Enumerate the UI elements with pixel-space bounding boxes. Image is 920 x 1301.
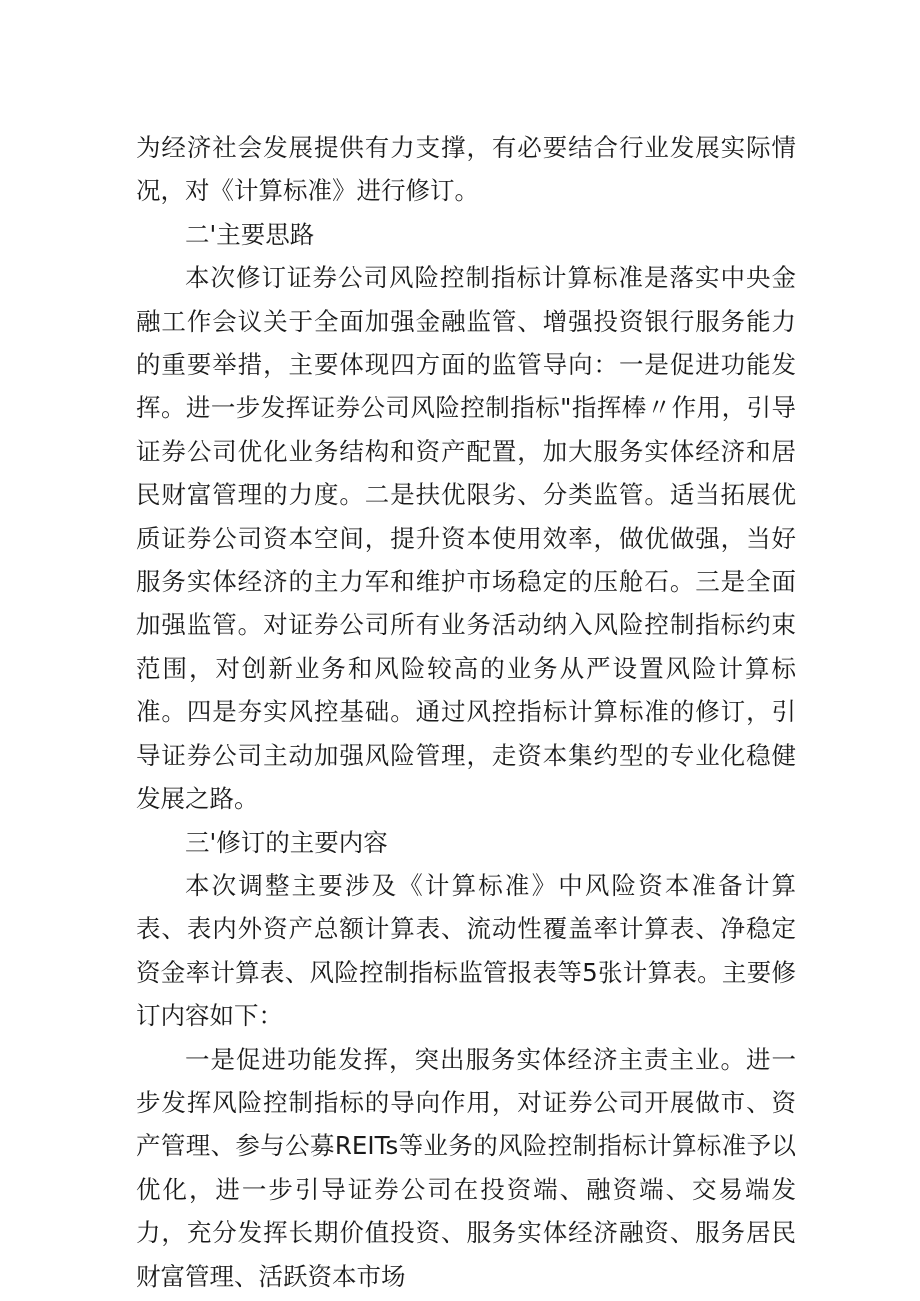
- paragraph-continuation: 为经济社会发展提供有力支撑，有必要结合行业发展实际情况，对《计算标准》进行修订。: [136, 133, 796, 206]
- paragraph-revision-item-1: 一是促进功能发挥，突出服务实体经济主责主业。进一步发挥风险控制指标的导向作用，对证券公司开展做市、资产管理、参与公募REITs等业务的风险控制指标计算标准予以优化，进一步引导证券公司在投资端、融资端、交易端发力，充分发挥长期价值投资、服务实体经济融资、服务居民财富管理、活跃资本市场: [136, 1044, 796, 1291]
- section-heading-revisions: 三'修订的主要内容: [185, 827, 388, 857]
- document-body: [136, 126, 796, 1298]
- paragraph-revision-scope: 本次调整主要涉及《计算标准》中风险资本准备计算表、表内外资产总额计算表、流动性覆盖率计算表、净稳定资金率计算表、风险控制指标监管报表等5张计算表。主要修订内容如下：: [136, 870, 796, 1031]
- paragraph-main-ideas: 本次修订证券公司风险控制指标计算标准是落实中央金融工作会议关于全面加强金融监管、增强投资银行服务能力的重要举措，主要体现四方面的监管导向：一是促进功能发挥。进一步发挥证券公司风险控制指标"指挥棒〃作用，引导证券公司优化业务结构和资产配置，加大服务实体经济和居民财富管理的力度。二是扶优限劣、分类监管。适当拓展优质证券公司资本空间，提升资本使用效率，做优做强，当好服务实体经济的主力军和维护市场稳定的压舱石。三是全面加强监管。对证券公司所有业务活动纳入风险控制指标约束范围，对创新业务和风险较高的业务从严设置风险计算标准。四是夯实风控基础。通过风控指标计算标准的修订，引导证券公司主动加强风险管理，走资本集约型的专业化稳健发展之路。: [136, 263, 796, 814]
- section-heading-main-ideas: 二'主要思路: [185, 219, 315, 249]
